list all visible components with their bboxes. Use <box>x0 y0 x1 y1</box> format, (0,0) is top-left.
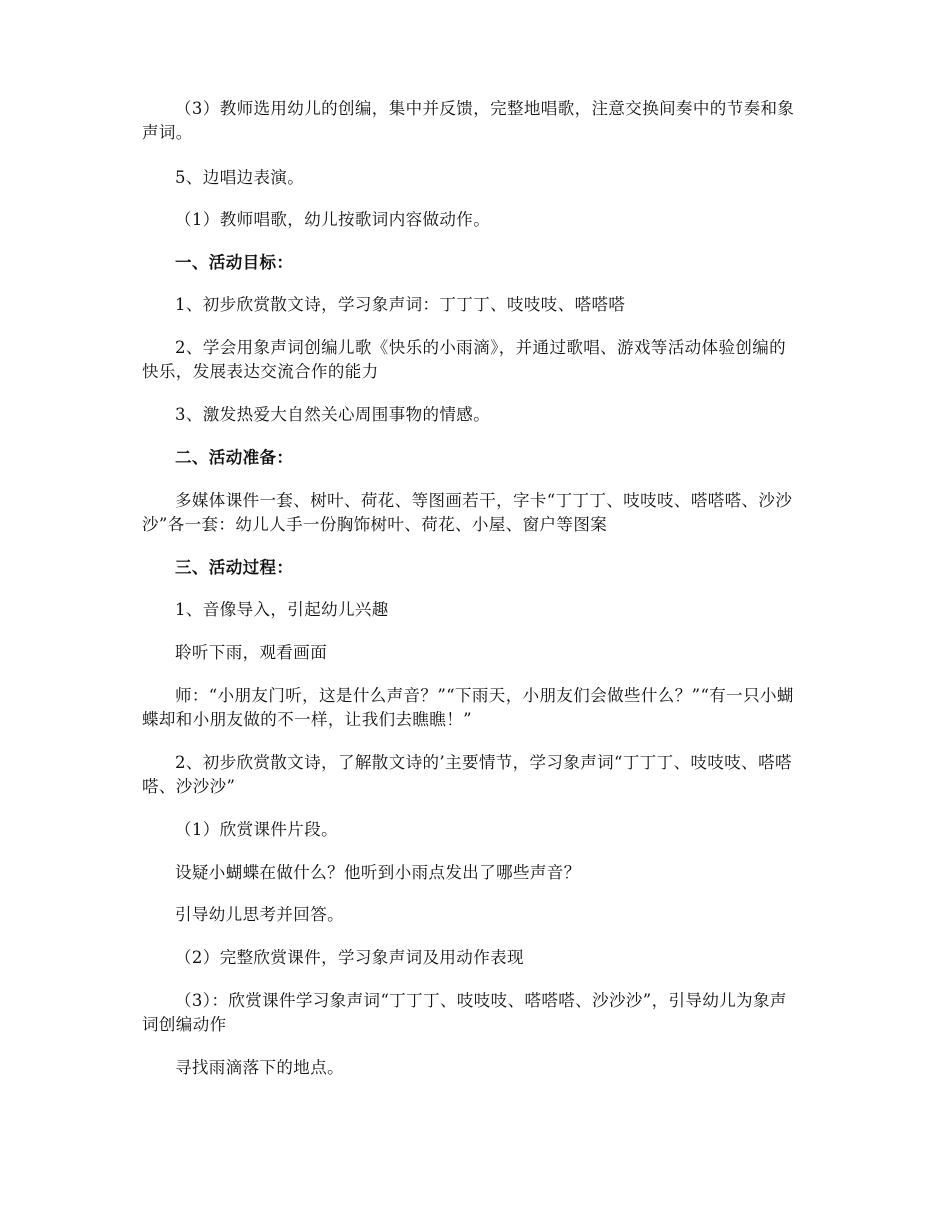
heading-activity-preparation: 二、活动准备： <box>175 448 294 467</box>
paragraph-teacher-sings: （1）教师唱歌，幼儿按歌词内容做动作。 <box>175 210 491 229</box>
paragraph-guide-answer: 引导幼儿思考并回答。 <box>175 905 344 924</box>
heading-activity-goals: 一、活动目标： <box>175 253 294 272</box>
paragraph-onomatopoeia-actions: （3）：欣赏课件学习象声词“丁丁丁、吱吱吱、嗒嗒嗒、沙沙沙”，引导幼儿为象声词创编动作 <box>142 991 787 1034</box>
paragraph-watch-clip: （1）欣赏课件片段。 <box>175 820 338 839</box>
paragraph-butterfly-question: 设疑小蝴蝶在做什么？他听到小雨点发出了哪些声音？ <box>175 863 581 882</box>
paragraph-preparation-materials: 多媒体课件一套、树叶、荷花、等图画若干，字卡“丁丁丁、吱吱吱、嗒嗒嗒、沙沙沙”各一套：幼儿人手一份胸饰树叶、荷花、小屋、窗户等图案 <box>142 491 793 534</box>
paragraph-goal-2: 2、学会用象声词创编儿歌《快乐的小雨滴》，并通过歌唱、游戏等活动体验创编的快乐，发展表达交流合作的能力 <box>142 338 787 381</box>
paragraph-sing-and-perform: 5、边唱边表演。 <box>175 168 305 187</box>
paragraph-teacher-questions: 师：“小朋友门听，这是什么声音？”“下雨天，小朋友们会做些什么？”“有一只小蝴蝶却和小朋友做的不一样，让我们去瞧瞧！” <box>142 686 794 729</box>
heading-activity-process: 三、活动过程： <box>175 558 294 577</box>
paragraph-goal-3: 3、激发热爱大自然关心周围事物的情感。 <box>175 405 491 424</box>
paragraph-listen-rain: 聆听下雨，观看画面 <box>175 643 328 662</box>
paragraph-step-1: 1、音像导入，引起幼儿兴趣 <box>175 600 389 619</box>
paragraph-step-2: 2、初步欣赏散文诗，了解散文诗的’主要情节，学习象声词“丁丁丁、吱吱吱、嗒嗒嗒、沙沙沙” <box>142 753 792 796</box>
paragraph-goal-1: 1、初步欣赏散文诗，学习象声词：丁丁丁、吱吱吱、嗒嗒嗒 <box>175 295 626 314</box>
paragraph-find-raindrops: 寻找雨滴落下的地点。 <box>175 1058 344 1077</box>
paragraph-full-courseware: （2）完整欣赏课件，学习象声词及用动作表现 <box>175 948 524 967</box>
paragraph-teacher-selects-creations: （3）教师选用幼儿的创编，集中并反馈，完整地唱歌，注意交换间奏中的节奏和象声词。 <box>142 99 795 142</box>
